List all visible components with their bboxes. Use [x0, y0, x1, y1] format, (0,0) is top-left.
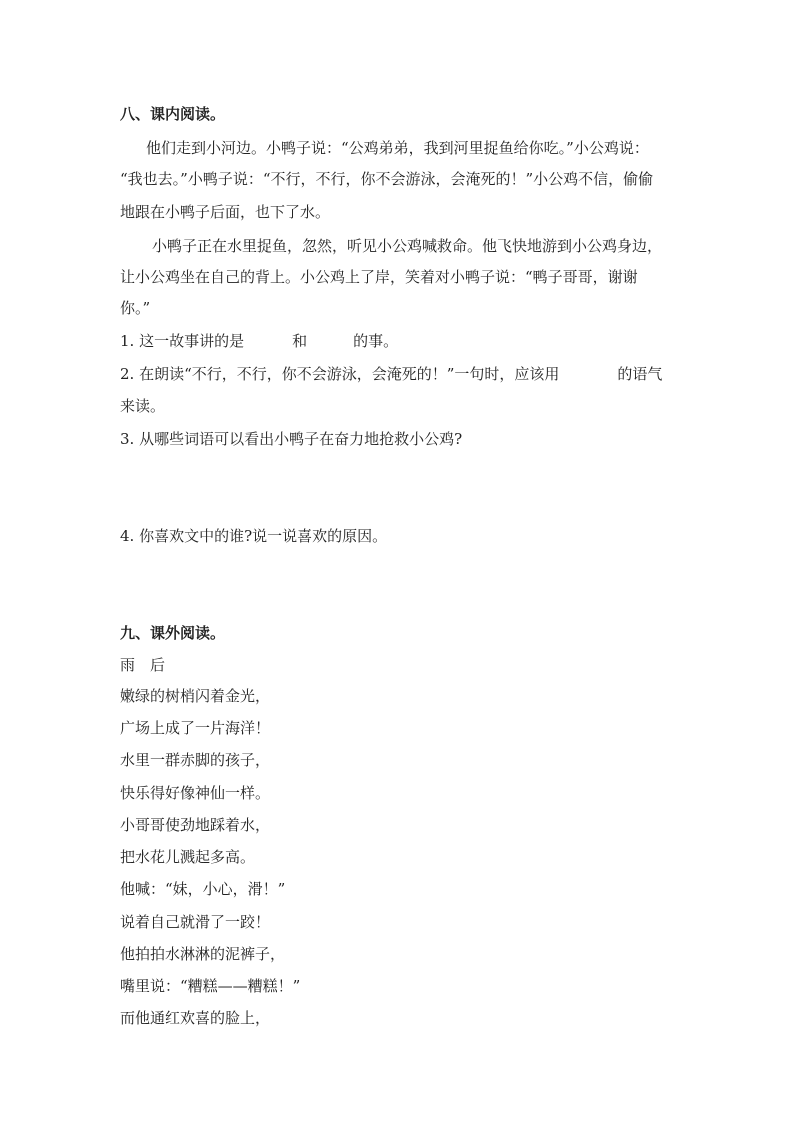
question-1-text-c: 的事。 [353, 332, 399, 350]
question-2-text-a: 2. 在朗读“不行，不行，你不会游泳，会淹死的！”一句时，应该用 [120, 365, 560, 383]
passage-line: 小鸭子正在水里捉鱼，忽然，听见小公鸡喊救命。他飞快地游到小公鸡身边， [152, 237, 663, 255]
passage-line: 你。” [120, 299, 151, 317]
passage-line: “我也去。”小鸭子说：“不行，不行，你不会游泳，会淹死的！”小公鸡不信，偷偷 [120, 170, 654, 188]
poem-line: 快乐得好像神仙一样。 [120, 784, 271, 802]
poem-line: 小哥哥使劲地踩着水， [120, 816, 271, 834]
question-4: 4. 你喜欢文中的谁?说一说喜欢的原因。 [120, 527, 388, 545]
poem-line: 把水花儿溅起多高。 [120, 848, 256, 866]
question-1-text-b: 和 [292, 332, 308, 350]
poem-line: 嫩绿的树梢闪着金光， [120, 687, 271, 705]
question-2-text-b: 的语气 [617, 365, 663, 383]
poem-line: 他拍拍水淋淋的泥裤子， [120, 945, 286, 963]
question-3: 3. 从哪些词语可以看出小鸭子在奋力地抢救小公鸡? [120, 430, 463, 448]
passage-line: 他们走到小河边。小鸭子说：“公鸡弟弟，我到河里捉鱼给你吃。”小公鸡说： [146, 139, 649, 157]
poem-line: 而他通红欢喜的脸上， [120, 1009, 271, 1027]
section-8-heading: 八、课内阅读。 [120, 105, 226, 123]
section-9-heading: 九、课外阅读。 [120, 624, 226, 642]
poem-line: 水里一群赤脚的孩子， [120, 751, 271, 769]
question-1 [120, 331, 398, 351]
poem-title: 雨 后 [120, 656, 166, 674]
question-2-continued: 来读。 [120, 397, 166, 415]
poem-line: 说着自己就滑了一跤！ [120, 913, 271, 931]
passage-line: 让小公鸡坐在自己的背上。小公鸡上了岸，笑着对小鸭子说：“鸭子哥哥，谢谢 [120, 268, 638, 286]
question-1-text-a: 1. 这一故事讲的是 [120, 332, 245, 350]
poem-line: 嘴里说：“糟糕——糟糕！” [120, 977, 301, 995]
question-2 [120, 364, 662, 384]
poem-line: 广场上成了一片海洋！ [120, 719, 271, 737]
passage-line: 地跟在小鸭子后面，也下了水。 [120, 203, 331, 221]
poem-line: 他喊：“妹，小心，滑！” [120, 880, 286, 898]
